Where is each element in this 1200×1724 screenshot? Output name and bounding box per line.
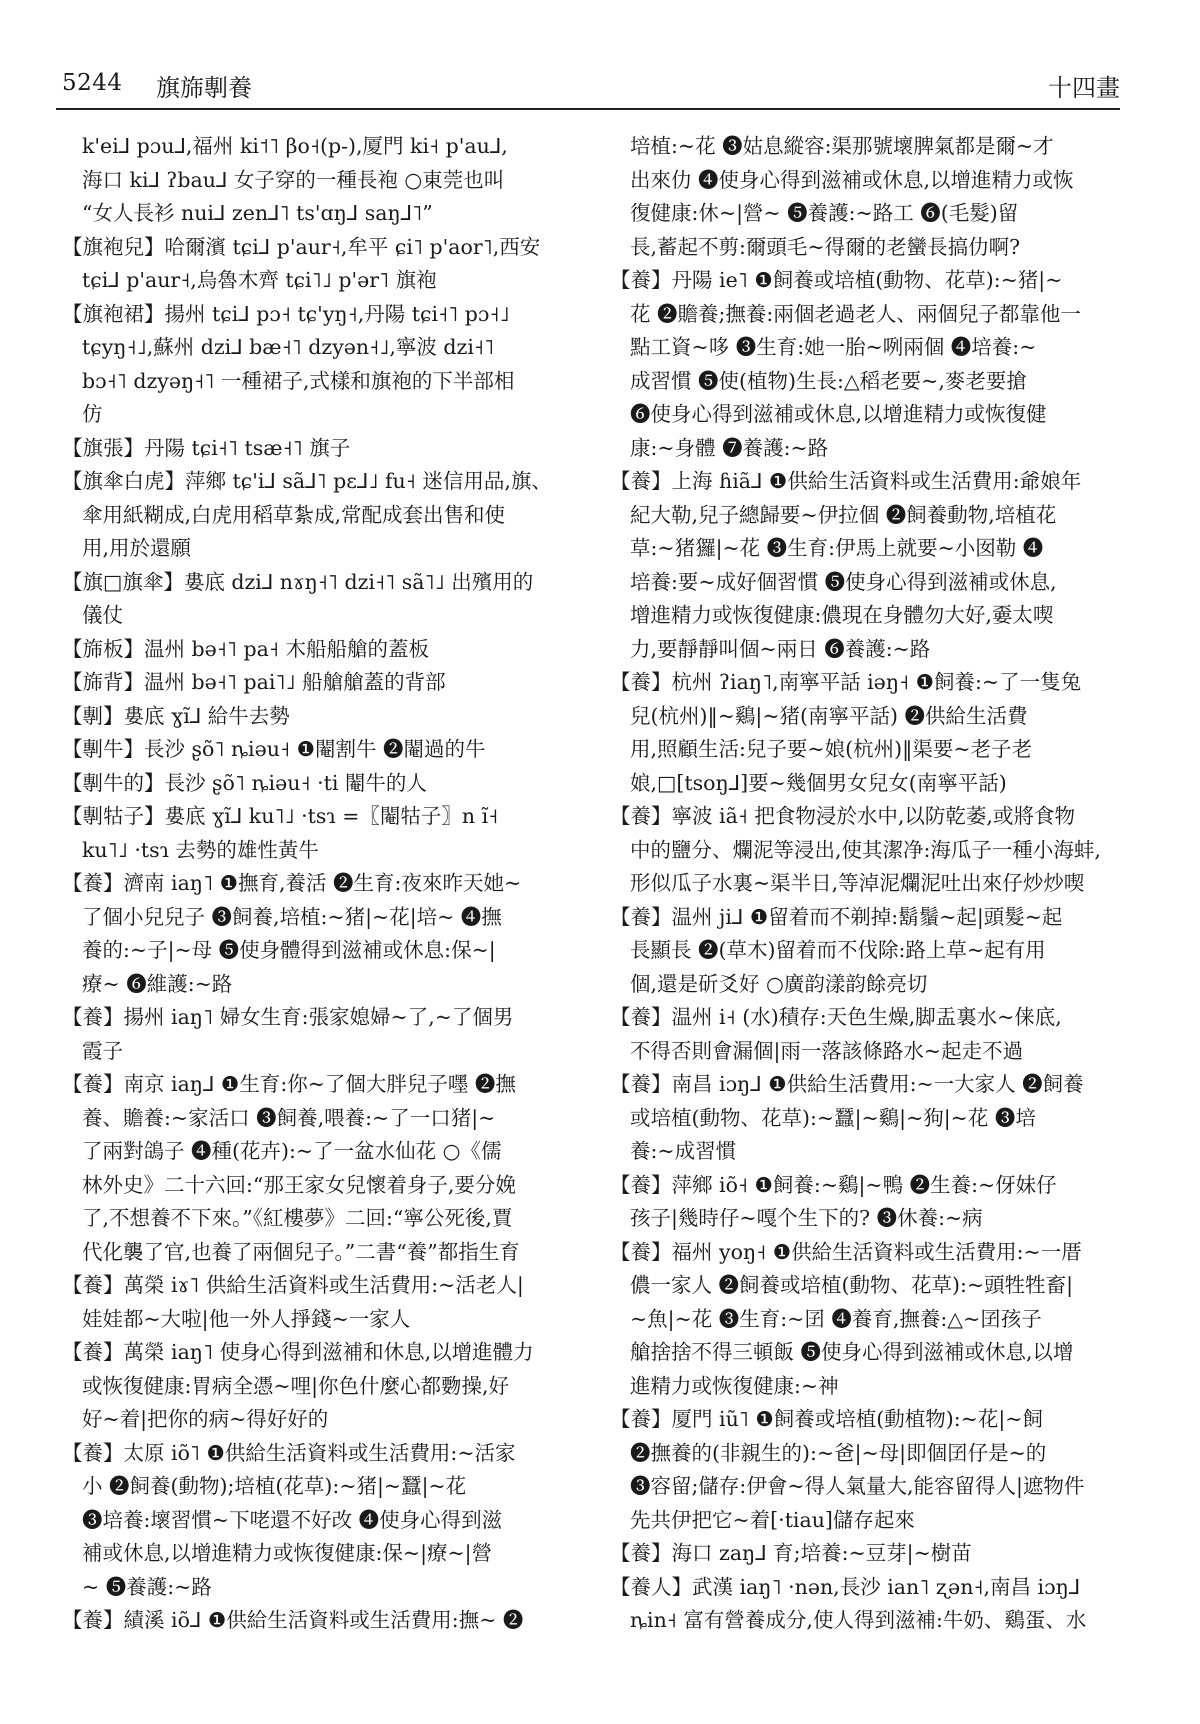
entry-headword-line: 【養】南昌 iɔŋ⅃ ❶供給生活費用:~一大家人 ❷飼養 <box>610 1072 1084 1096</box>
entry-text-line: 仿 <box>82 402 103 426</box>
entry-text-line: 傘用紙糊成,白虎用稻草紮成,常配成套出售和使 <box>82 502 506 527</box>
entry-text-line: bɔ˧˥ dzyəŋ˧˥ 一種裙子,式樣和旗袍的下半部相 <box>82 368 515 393</box>
entry-headword-line: 【旗袍裙】揚州 tɕi⅃ pɔ˧ tɕ'yŋ˧,丹陽 tɕi˧˥ pɔ˧˩ <box>62 301 510 326</box>
entry-headword-line: 【剸牯子】婁底 ɣĩ⅃ ku˥˩ ·tsɿ =〖閹牯子〗n ĩ˧ <box>62 804 499 828</box>
entry-text-line: 林外史》二十六回:“那王家女兒懷着身子,要分娩 <box>82 1172 516 1197</box>
entry-text-line: ~魚|~花 ❸生育:~囝 ❹養育,撫養:△~囝孩子 <box>630 1306 1042 1331</box>
entry-headword-line: 【養】福州 yoŋ˧ ❶供給生活資料或生活費用:~一厝 <box>610 1239 1082 1264</box>
entry-headword-line: 【旆背】温州 bə˧˥ pai˥˩ 船艙艙蓋的背部 <box>62 670 446 694</box>
entry-text-line: 先共伊把它~着[·tiau]儲存起來 <box>630 1507 915 1532</box>
entry-text-line: ~ ❺養護:~路 <box>82 1574 212 1599</box>
entry-headword-line: 【旗□旗傘】婁底 dzi⅃ nɤŋ˧˥ dzi˧˥ sã˥˩ 出殯用的 <box>62 569 534 594</box>
entry-headword-line: 【旆板】温州 bə˧˥ pa˧ 木船船艙的蓋板 <box>62 636 429 661</box>
entry-text-line: 或恢復健康:胃病全憑~哩|你色什麼心都覅操,好 <box>82 1373 510 1398</box>
entry-text-line: 海口 ki⅃ ʔbau⅃ 女子穿的一種長袍 ○東莞也叫 <box>82 167 505 192</box>
entry-headword-line: 【養】績溪 iõ⅃ ❶供給生活資料或生活費用:撫~ ❷ <box>62 1608 524 1632</box>
entry-text-line: 或培植(動物、花草):~蠶|~鷄|~狗|~花 ❸培 <box>630 1105 1036 1130</box>
stroke-section: 十四畫 <box>1048 74 1120 102</box>
running-headwords: 旗旆剸養 <box>156 74 252 102</box>
entry-text-line: ku˥˩ ·tsɿ 去勢的雄性黃牛 <box>82 837 319 862</box>
entry-text-line: 成習慣 ❺使(植物)生長:△稻老要~,麥老要搶 <box>630 368 1027 393</box>
entry-text-line: 小 ❷飼養(動物);培植(花草):~猪|~蠶|~花 <box>82 1474 467 1498</box>
entry-text-line: 用,用於還願 <box>82 536 192 560</box>
entry-headword-line: 【養】杭州 ʔiaŋ˥,南寧平話 iəŋ˧ ❶飼養:~了一隻兔 <box>610 670 1082 694</box>
entry-text-line: 培養:要~成好個習慣 ❺使身心得到滋補或休息, <box>630 569 1057 594</box>
entry-text-line: 儀仗 <box>82 603 123 627</box>
entry-headword-line: 【養】温州 ji⅃ ❶留着而不剃掉:鬍鬚~起|頭髮~起 <box>610 904 1063 929</box>
entry-text-line: 康:~身體 ❼養護:~路 <box>630 435 829 460</box>
entry-headword-line: 【養人】武漢 iaŋ˥ ·nən,長沙 ian˥ ʐən˧,南昌 iɔŋ⅃ <box>610 1574 1081 1599</box>
entry-text-line: 娘,□[tsoŋ⅃]要~幾個男女兒女(南寧平話) <box>630 770 1007 795</box>
page-number: 5244 <box>62 70 123 96</box>
entry-text-line: 霞子 <box>82 1038 123 1063</box>
entry-text-line: k'ei⅃ pɔu⅃,福州 ki˦˥ βo˧(p-),厦門 ki˧ p'au⅃, <box>82 134 508 158</box>
entry-headword-line: 【養】南京 iaŋ⅃ ❶生育:你~了個大胖兒子嚜 ❷撫 <box>62 1072 516 1096</box>
entry-text-line: 養的:~子|~母 ❺使身體得到滋補或休息:保~| <box>82 938 496 962</box>
entry-text-line: 兒(杭州)‖~鷄|~猪(南寧平話) ❷供給生活費 <box>630 703 1028 728</box>
page-header <box>62 64 1120 110</box>
entry-headword-line: 【剸】婁底 ɣĩ⅃ 給牛去勢 <box>62 703 290 728</box>
entry-text-line: ❷撫養的(非親生的):~爸|~母|即個囝仔是~的 <box>630 1440 1047 1465</box>
right-column <box>610 130 1136 1700</box>
entry-text-line: 復健康:休~|營~ ❺養護:~路工 ❻(毛髮)留 <box>630 201 1019 225</box>
entry-text-line: 不得否則會漏個|雨一落該條路水~起走不過 <box>630 1038 1024 1063</box>
entry-text-line: ȵin˧ 富有營養成分,使人得到滋補:牛奶、鷄蛋、水 <box>630 1608 1087 1632</box>
entry-headword-line: 【養】萬榮 iaŋ˥ 使身心得到滋補和休息,以增進體力 <box>62 1340 534 1364</box>
entry-headword-line: 【養】温州 i˧ (水)積存:天色生燥,脚盂裏水~俫底, <box>610 1005 1062 1029</box>
entry-text-line: 儂一家人 ❷飼養或培植(動物、花草):~頭牲牲畜| <box>630 1273 1074 1297</box>
entry-headword-line: 【養】萬榮 iɤ˥ 供給生活資料或生活費用:~活老人| <box>62 1273 524 1297</box>
entry-text-line: 個,還是斫爻好 ○廣韵漾韵餘亮切 <box>630 971 928 996</box>
entry-headword-line: 【養】上海 ɦiã⅃ ❶供給生活資料或生活費用:爺娘年 <box>610 469 1082 493</box>
left-column <box>62 130 588 1700</box>
entry-text-line: 養:~成習慣 <box>630 1139 737 1163</box>
entry-text-line: tɕi⅃ p'aur˧,烏魯木齊 tɕi˥˩ p'ər˥ 旗袍 <box>82 268 437 292</box>
entry-text-line: 進精力或恢復健康:~神 <box>630 1373 839 1398</box>
entry-text-line: 增進精力或恢復健康:儂現在身體勿大好,嫑太喫 <box>630 603 1054 627</box>
entry-headword-line: 【旗張】丹陽 tɕi˧˥ tsæ˧˥ 旗子 <box>62 435 351 460</box>
entry-text-line: 了兩對鴿子 ❹種(花卉):~了一盆水仙花 ○《儒 <box>82 1139 502 1163</box>
entry-text-line: 中的鹽分、爛泥等浸出,使其潔净:海瓜子一種小海蚌, <box>630 837 1101 862</box>
entry-text-line: 長顯長 ❷(草木)留着而不伐除:路上草~起有用 <box>630 938 1046 962</box>
entry-headword-line: 【養】濟南 iaŋ˥ ❶撫育,養活 ❷生育:夜來昨天她~ <box>62 871 522 895</box>
entry-headword-line: 【養】萍鄉 iõ˧ ❶飼養:~鷄|~鴨 ❷生養:~伢妹仔 <box>610 1172 1057 1197</box>
entry-text-line: 出來仂 ❹使身心得到滋補或休息,以增進精力或恢 <box>630 167 1074 192</box>
entry-text-line: 養、贍養:~家活口 ❸飼養,喂養:~了一口猪|~ <box>82 1105 496 1130</box>
entry-text-line: 了個小兒兒子 ❸飼養,培植:~猪|~花|培~ ❹撫 <box>82 904 502 929</box>
entry-text-line: 點工資~哆 ❸生育:她一胎~咧兩個 ❹培養:~ <box>630 335 1037 359</box>
entry-text-line: 了,不想養不下來。”《紅樓夢》二回:“寧公死後,賈 <box>82 1206 513 1230</box>
entry-text-line: 艙捨捨不得三頓飯 ❺使身心得到滋補或休息,以增 <box>630 1340 1074 1364</box>
entry-text-line: 草:~猪玀|~花 ❸生育:伊馬上就要~小囡勒 ❹ <box>630 536 1044 560</box>
entry-headword-line: 【剸牛的】長沙 ʂõ˥ ȵiəu˧ ·ti 閹牛的人 <box>62 770 427 795</box>
entry-text-line: 用,照顧生活:兒子要~娘(杭州)‖渠要~老子老 <box>630 737 1033 761</box>
header-rule <box>56 108 1120 110</box>
entry-headword-line: 【剸牛】長沙 ʂõ˥ ȵiəu˧ ❶閹割牛 ❷閹過的牛 <box>62 737 486 761</box>
entry-text-line: 紀大勒,兒子總歸要~伊拉個 ❷飼養動物,培植花 <box>630 502 1057 527</box>
entry-text-line: ❸容留;儲存:伊會~得人氣量大,能容留得人|遮物件 <box>630 1474 1085 1498</box>
entry-headword-line: 【養】海口 zaŋ⅃ 育;培養:~豆芽|~樹苗 <box>610 1541 972 1565</box>
entry-text-line: 補或休息,以增進精力或恢復健康:保~|療~|營 <box>82 1541 493 1565</box>
entry-headword-line: 【旗袍兒】哈爾濱 tɕi⅃ p'aur˧,牟平 ɕi˥ p'aor˥,西安 <box>62 234 541 259</box>
entry-text-line: 療~ ❻維護:~路 <box>82 971 233 996</box>
entry-text-line: 形似瓜子水裏~渠半日,等淖泥爛泥吐出來仔炒炒喫 <box>630 871 1085 895</box>
entry-headword-line: 【養】太原 iõ˥ ❶供給生活資料或生活費用:~活家 <box>62 1440 516 1465</box>
entry-headword-line: 【旗傘白虎】萍鄉 tɕ'i⅃ sã⅃˥ pɛ⅃˩ fu˧ 迷信用品,旗、 <box>62 469 552 493</box>
entry-text-line: tɕyŋ˧˩,蘇州 dzi⅃ bæ˧˥ dzyən˧˩,寧波 dzi˧˥ <box>82 335 495 359</box>
entry-text-line: 孩子|幾時仔~嘎个生下的? ❸休養:~病 <box>630 1206 983 1230</box>
entry-headword-line: 【養】厦門 iũ˥ ❶飼養或培植(動植物):~花|~飼 <box>610 1407 1043 1431</box>
entry-text-line: “女人長衫 nui⅃ zen⅃˥ ts'ɑŋ⅃ saŋ⅃˥” <box>82 201 433 225</box>
entry-headword-line: 【養】丹陽 ie˥ ❶飼養或培植(動物、花草):~猪|~ <box>610 268 1063 292</box>
entry-text-line: 培植:~花 ❸姑息縱容:渠那號壞脾氣都是爾~才 <box>630 134 1054 158</box>
entry-text-line: 好~着|把你的病~得好好的 <box>82 1407 329 1431</box>
entry-text-line: ❸培養:壞習慣~下咾還不好改 ❹使身心得到滋 <box>82 1507 503 1532</box>
entry-headword-line: 【養】寧波 iã˧ 把食物浸於水中,以防乾萎,或將食物 <box>610 804 1075 828</box>
entry-text-line: ❻使身心得到滋補或休息,以增進精力或恢復健 <box>630 402 1047 426</box>
entry-text-line: 代化襲了官,也養了兩個兒子。”二書“養”都指生育 <box>82 1239 520 1264</box>
entry-headword-line: 【養】揚州 iaŋ˥ 婦女生育:張家媳婦~了,~了個男 <box>62 1005 514 1029</box>
entry-text-line: 力,要靜靜叫個~兩日 ❻養護:~路 <box>630 636 931 661</box>
entry-text-line: 花 ❷贍養;撫養:兩個老過老人、兩個兒子都靠他一 <box>630 301 1081 326</box>
entry-text-line: 娃娃都~大啦|他一外人掙錢~一家人 <box>82 1306 411 1331</box>
entry-text-line: 長,蓄起不剪:爾頭毛~得爾的老蠻長搞仂啊? <box>630 234 1021 259</box>
